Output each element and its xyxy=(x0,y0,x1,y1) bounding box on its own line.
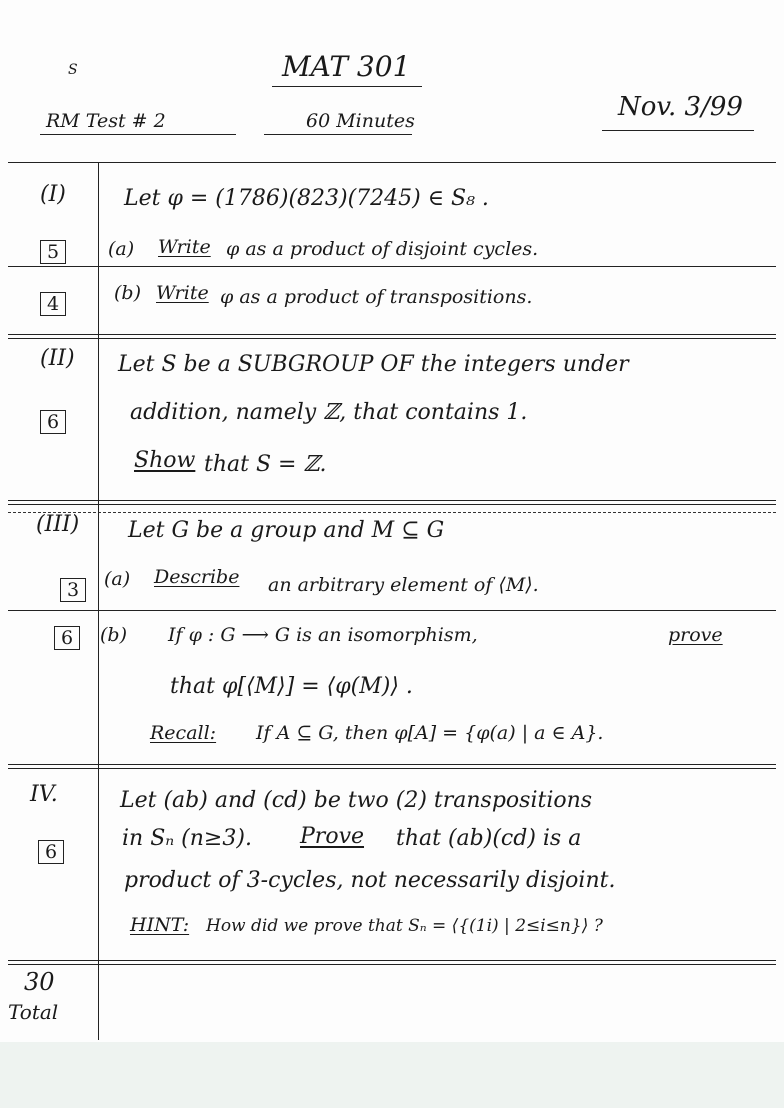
q4-verb: Prove xyxy=(300,824,365,849)
q2-line1: Let S be a SUBGROUP OF the integers under xyxy=(118,352,629,377)
q4-number: IV. xyxy=(30,782,58,807)
total-value: 30 xyxy=(24,968,55,996)
margin-line xyxy=(98,162,99,1040)
duration-label: 60 Minutes xyxy=(306,110,415,132)
q1b-label: (b) xyxy=(114,282,141,304)
q2-number: (II) xyxy=(40,346,75,371)
divider-q2-q3 xyxy=(8,500,776,505)
q4-points: 6 xyxy=(38,840,64,864)
test-label: RM Test # 2 xyxy=(46,110,166,132)
divider-3a-3b xyxy=(8,610,776,611)
divider-top xyxy=(8,162,776,163)
scan-bottom-margin xyxy=(0,1042,784,1108)
q3-statement: Let G be a group and M ⊆ G xyxy=(128,518,445,543)
q3b-line1: If φ : G ⟶ G is an isomorphism, xyxy=(168,624,478,646)
q4-hint-label: HINT: xyxy=(130,914,190,936)
q3b-line2: that φ[⟨M⟩] = ⟨φ(M)⟩ . xyxy=(170,674,413,699)
total-label: Total xyxy=(8,1000,59,1024)
q2-points: 6 xyxy=(40,410,66,434)
q3b-label: (b) xyxy=(100,624,127,646)
q4-line2-post: that (ab)(cd) is a xyxy=(396,826,582,851)
q2-verb: Show xyxy=(134,448,196,473)
q1-number: (I) xyxy=(40,182,66,207)
q3a-label: (a) xyxy=(104,568,131,590)
q1a-label: (a) xyxy=(108,238,135,260)
q3b-recall-label: Recall: xyxy=(150,722,217,744)
q1a-verb: Write xyxy=(158,236,211,258)
q2-line2: addition, namely ℤ, that contains 1. xyxy=(130,400,528,425)
divider-1a-1b xyxy=(8,266,776,267)
q3b-verb: prove xyxy=(668,624,723,646)
q4-line3: product of 3-cycles, not necessarily disjoint. xyxy=(124,868,616,893)
duration-underline xyxy=(264,134,412,135)
q3a-verb: Describe xyxy=(154,566,240,588)
q1a-points: 5 xyxy=(40,240,66,264)
q3-number: (III) xyxy=(36,512,80,537)
q1b-text: φ as a product of transpositions. xyxy=(220,286,533,308)
course-title-underline xyxy=(272,86,422,87)
exam-date-underline xyxy=(602,130,754,131)
q3b-points: 6 xyxy=(54,626,80,650)
course-title: MAT 301 xyxy=(282,50,411,83)
q1-statement: Let φ = (1786)(823)(7245) ∈ S₈ . xyxy=(124,186,489,211)
q3b-recall-text: If A ⊆ G, then φ[A] = {φ(a) | a ∈ A}. xyxy=(256,722,604,744)
q4-hint-text: How did we prove that Sₙ = ⟨{(1i) | 2≤i≤n}⟩ ? xyxy=(206,916,603,936)
exam-date: Nov. 3/99 xyxy=(618,92,743,122)
q4-line2-pre: in Sₙ (n≥3). xyxy=(122,826,252,851)
divider-q3-dotted xyxy=(8,512,776,513)
q3a-text: an arbitrary element of ⟨M⟩. xyxy=(268,574,539,596)
q4-line1: Let (ab) and (cd) be two (2) transpositions xyxy=(120,788,593,813)
divider-q4-total xyxy=(8,960,776,965)
q3a-points: 3 xyxy=(60,578,86,602)
divider-q3-q4 xyxy=(8,764,776,769)
header-mark: S xyxy=(68,62,78,78)
q2-line3: that S = ℤ. xyxy=(204,452,327,477)
divider-q1-q2 xyxy=(8,334,776,339)
q1a-text: φ as a product of disjoint cycles. xyxy=(226,238,539,260)
q1b-points: 4 xyxy=(40,292,66,316)
q1b-verb: Write xyxy=(156,282,209,304)
test-label-underline xyxy=(40,134,236,135)
